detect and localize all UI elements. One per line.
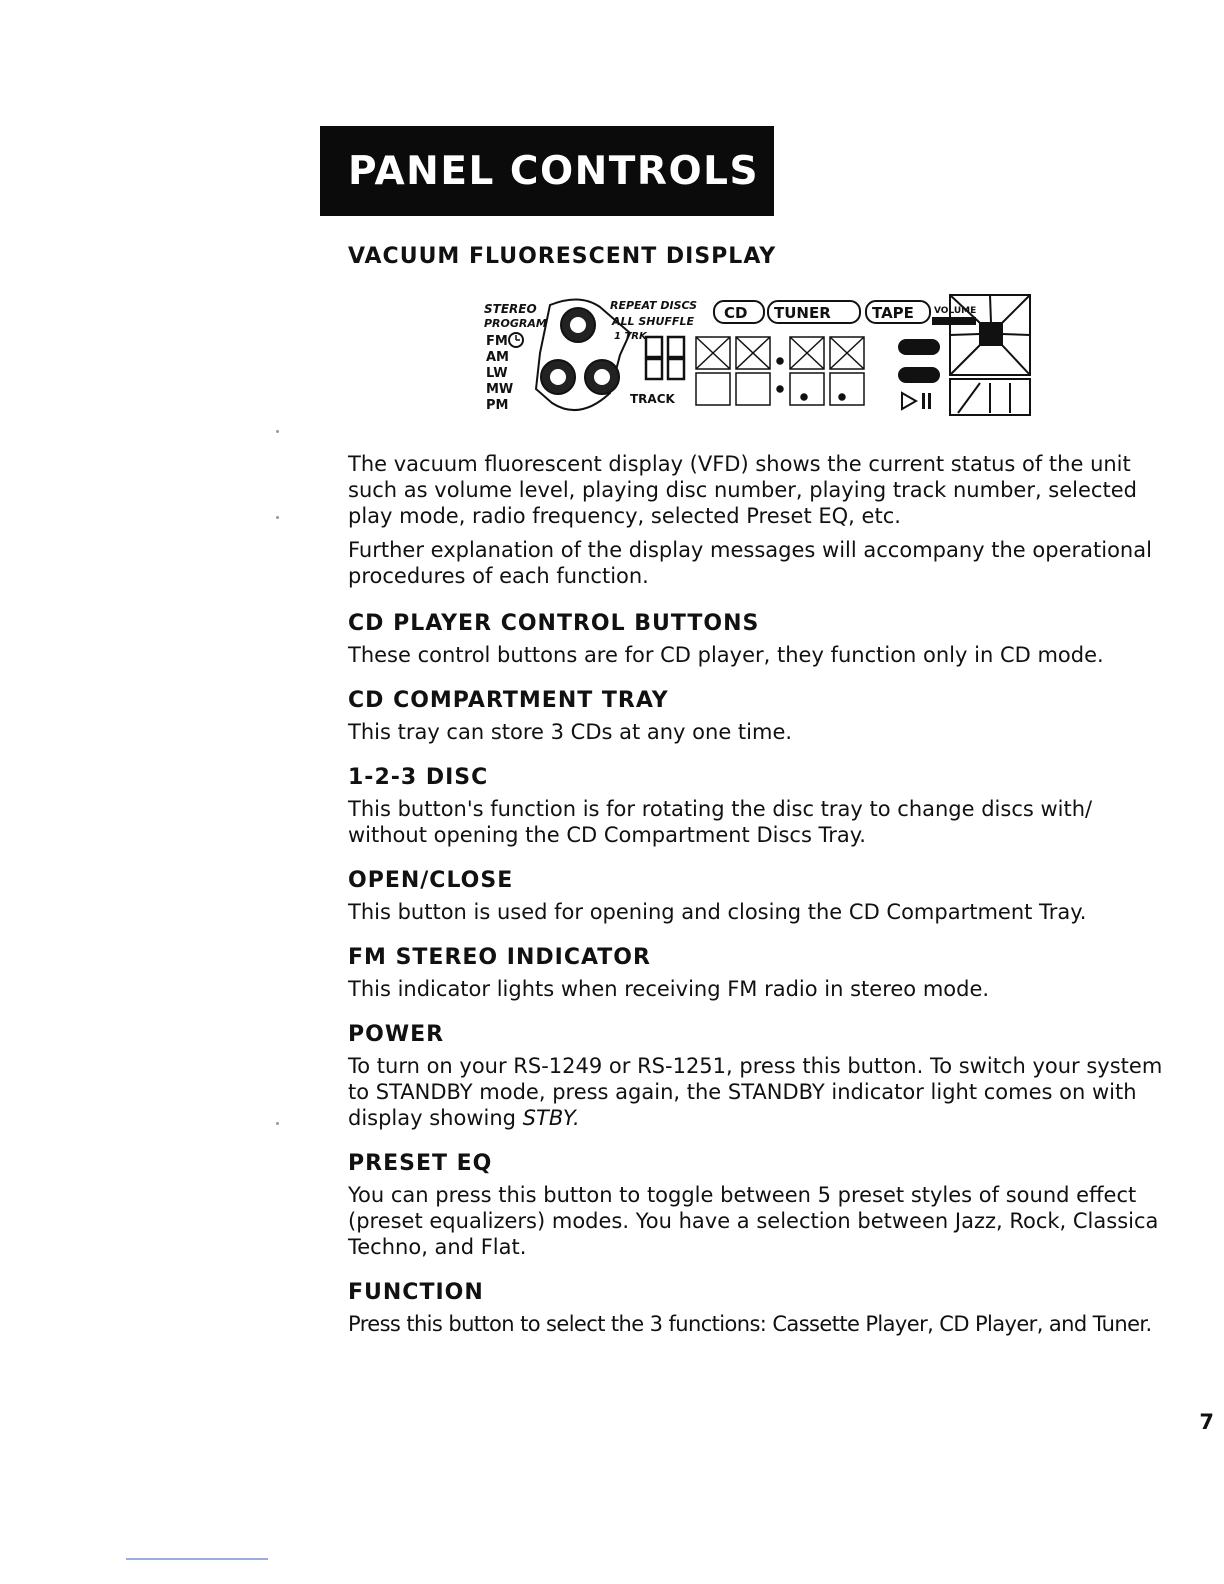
- section-heading: PRESET EQ: [348, 1151, 493, 1176]
- section-heading: 1-2-3 DISC: [348, 765, 489, 790]
- svg-text:TAPE: TAPE: [872, 304, 914, 322]
- pause-icon: [922, 393, 925, 409]
- section-open-close: [348, 868, 1214, 925]
- svg-text:CD: CD: [724, 304, 748, 322]
- section-line: These control buttons are for CD player, they function only in CD mode.: [348, 643, 1104, 667]
- section-heading: CD PLAYER CONTROL BUTTONS: [348, 611, 760, 636]
- vfd-paragraph-line: Further explanation of the display messages will accompany the operational: [348, 538, 1152, 562]
- scan-speck: [276, 1122, 279, 1125]
- vfd-illustration: [480, 293, 1044, 421]
- section-preset-eq: [348, 1151, 1214, 1260]
- section-cd-compartment-tray: [348, 688, 1214, 745]
- section-heading: OPEN/CLOSE: [348, 868, 514, 893]
- scan-speck: [276, 430, 279, 433]
- vfd-heading: VACUUM FLUORESCENT DISPLAY: [348, 244, 777, 269]
- eq-indicator-lower: [898, 367, 940, 383]
- svg-text:TUNER: TUNER: [774, 304, 831, 322]
- section-function: [348, 1280, 1214, 1337]
- alphanumeric-display: [696, 337, 864, 405]
- vfd-label-one-trk: 1 TRK: [614, 331, 647, 342]
- vfd-paragraph-line: play mode, radio frequency, selected Preset EQ, etc.: [348, 504, 901, 528]
- section-line: This indicator lights when receiving FM radio in stereo mode.: [348, 977, 990, 1001]
- vfd-label-all-shuffle: ALL SHUFFLE: [612, 315, 694, 328]
- track-number-digits: [646, 337, 684, 379]
- section-heading: POWER: [348, 1022, 445, 1047]
- section-line: [348, 1105, 1214, 1131]
- vfd-label-program: PROGRAM: [484, 317, 547, 330]
- page-title-bar: [320, 126, 774, 216]
- play-icon: [902, 393, 916, 409]
- vfd-paragraph-line: procedures of each function.: [348, 564, 649, 588]
- section-1-2-3-disc: [348, 765, 1214, 848]
- section-line-prefix: display showing: [348, 1106, 523, 1130]
- section-heading: FUNCTION: [348, 1280, 484, 1305]
- page-title: PANEL CONTROLS: [348, 148, 760, 194]
- vfd-paragraph-line: The vacuum fluorescent display (VFD) shows the current status of the unit: [348, 452, 1131, 476]
- section-line: This button's function is for rotating the disc tray to change discs with/: [348, 797, 1093, 821]
- section-line: Press this button to select the 3 functions: Cassette Player, CD Player, and Tuner.: [348, 1312, 1152, 1336]
- volume-bar: [932, 317, 976, 325]
- vfd-label-lw: LW: [486, 366, 508, 381]
- vfd-label-stereo: STEREO: [484, 302, 537, 316]
- vfd-label-fm: FM: [486, 334, 508, 349]
- section-heading: CD COMPARTMENT TRAY: [348, 688, 669, 713]
- section-line: to STANDBY mode, press again, the STANDBY indicator light comes on with: [348, 1080, 1137, 1104]
- eq-indicator-upper: [898, 339, 940, 355]
- footer-rule: [126, 1558, 268, 1560]
- section-heading: FM STEREO INDICATOR: [348, 945, 651, 970]
- section-line: This tray can store 3 CDs at any one time.: [348, 720, 793, 744]
- section-fm-stereo-indicator: [348, 945, 1214, 1002]
- section-cd-player-control: [348, 611, 1214, 668]
- vfd-label-track: TRACK: [630, 392, 675, 406]
- page-content: [348, 244, 1214, 1337]
- vfd-description: [348, 451, 1214, 589]
- page-number: 7: [1199, 1410, 1214, 1434]
- section-line: To turn on your RS-1249 or RS-1251, press this button. To switch your system: [348, 1054, 1163, 1078]
- vfd-label-am: AM: [486, 350, 509, 365]
- section-line: Techno, and Flat.: [348, 1235, 527, 1259]
- vfd-label-repeat: REPEAT DISCS: [610, 299, 698, 312]
- vfd-label-volume: VOLUME: [934, 306, 977, 316]
- section-line: You can press this button to toggle between 5 preset styles of sound effect: [348, 1183, 1137, 1207]
- vfd-label-pm: PM: [486, 398, 509, 413]
- section-line: This button is used for opening and closing the CD Compartment Tray.: [348, 900, 1087, 924]
- scan-speck: [276, 516, 279, 519]
- section-line: (preset equalizers) modes. You have a selection between Jazz, Rock, Classica: [348, 1209, 1159, 1233]
- section-line: without opening the CD Compartment Discs Tray.: [348, 823, 866, 847]
- stby-text: STBY.: [522, 1106, 580, 1130]
- section-power: [348, 1022, 1214, 1131]
- vfd-label-mw: MW: [486, 382, 514, 397]
- vfd-paragraph-line: such as volume level, playing disc number, playing track number, selected: [348, 478, 1137, 502]
